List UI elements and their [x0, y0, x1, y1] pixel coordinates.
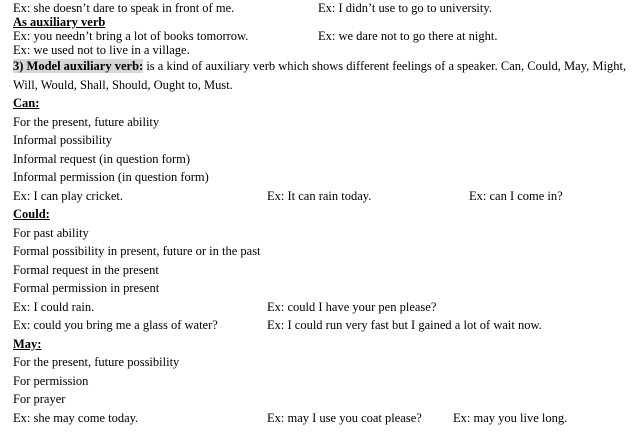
usage-line: Formal permission in present	[13, 281, 160, 295]
section-heading-could: Could:	[13, 207, 50, 221]
example-text: Ex: we dare not to go there at night.	[318, 29, 498, 43]
usage-line: Informal possibility	[13, 133, 112, 147]
example-text: Ex: may you live long.	[453, 410, 568, 425]
section-heading-can: Can:	[13, 96, 40, 110]
document-page	[13, 0, 638, 427]
modal-definition-text: is a kind of auxiliary verb which shows different feelings of a speaker. Can, Could, May, Might, Will, Would, Shall, Should, Ought to, Must.	[13, 59, 627, 92]
example-text: Ex: she doesn’t dare to speak in front of me.	[13, 1, 235, 15]
usage-line: For past ability	[13, 225, 89, 240]
example-text: Ex: can I come in?	[469, 188, 563, 203]
usage-line: For permission	[13, 373, 89, 388]
example-line	[13, 298, 638, 317]
example-line	[13, 316, 638, 335]
example-text: Ex: we used not to live in a village.	[13, 43, 190, 57]
usage-line: For the present, future ability	[13, 114, 160, 129]
example-text: Ex: she may come today.	[13, 410, 139, 425]
example-text: Ex: could you bring me a glass of water?	[13, 318, 218, 332]
example-line	[13, 409, 638, 428]
usage-line: Informal permission (in question form)	[13, 170, 209, 184]
section-heading-aux: As auxiliary verb	[13, 15, 106, 29]
usage-line: Informal request (in question form)	[13, 151, 191, 166]
usage-line: For the present, future possibility	[13, 355, 180, 369]
modal-heading: 3) Model auxiliary verb:	[13, 59, 144, 73]
example-text: Ex: I could run very fast but I gained a lot of wait now.	[267, 318, 542, 332]
usage-line: For prayer	[13, 392, 66, 406]
section-heading-may: May:	[13, 336, 42, 351]
example-text: Ex: could I have your pen please?	[267, 299, 437, 314]
example-line	[13, 187, 638, 206]
example-text: Ex: I didn’t use to go to university.	[318, 1, 492, 15]
example-line	[13, 44, 638, 57]
example-text: Ex: It can rain today.	[267, 188, 372, 203]
example-text: Ex: you needn’t bring a lot of books tomorrow.	[13, 29, 249, 43]
example-text: Ex: I can play cricket.	[13, 188, 124, 203]
example-line	[13, 29, 638, 44]
modal-definition-paragraph	[13, 57, 638, 94]
usage-line: Formal possibility in present, future or in the past	[13, 244, 261, 258]
example-line	[13, 0, 638, 16]
example-text: Ex: may I use you coat please?	[267, 410, 422, 425]
example-text: Ex: I could rain.	[13, 299, 95, 314]
usage-line: Formal request in the present	[13, 262, 159, 277]
